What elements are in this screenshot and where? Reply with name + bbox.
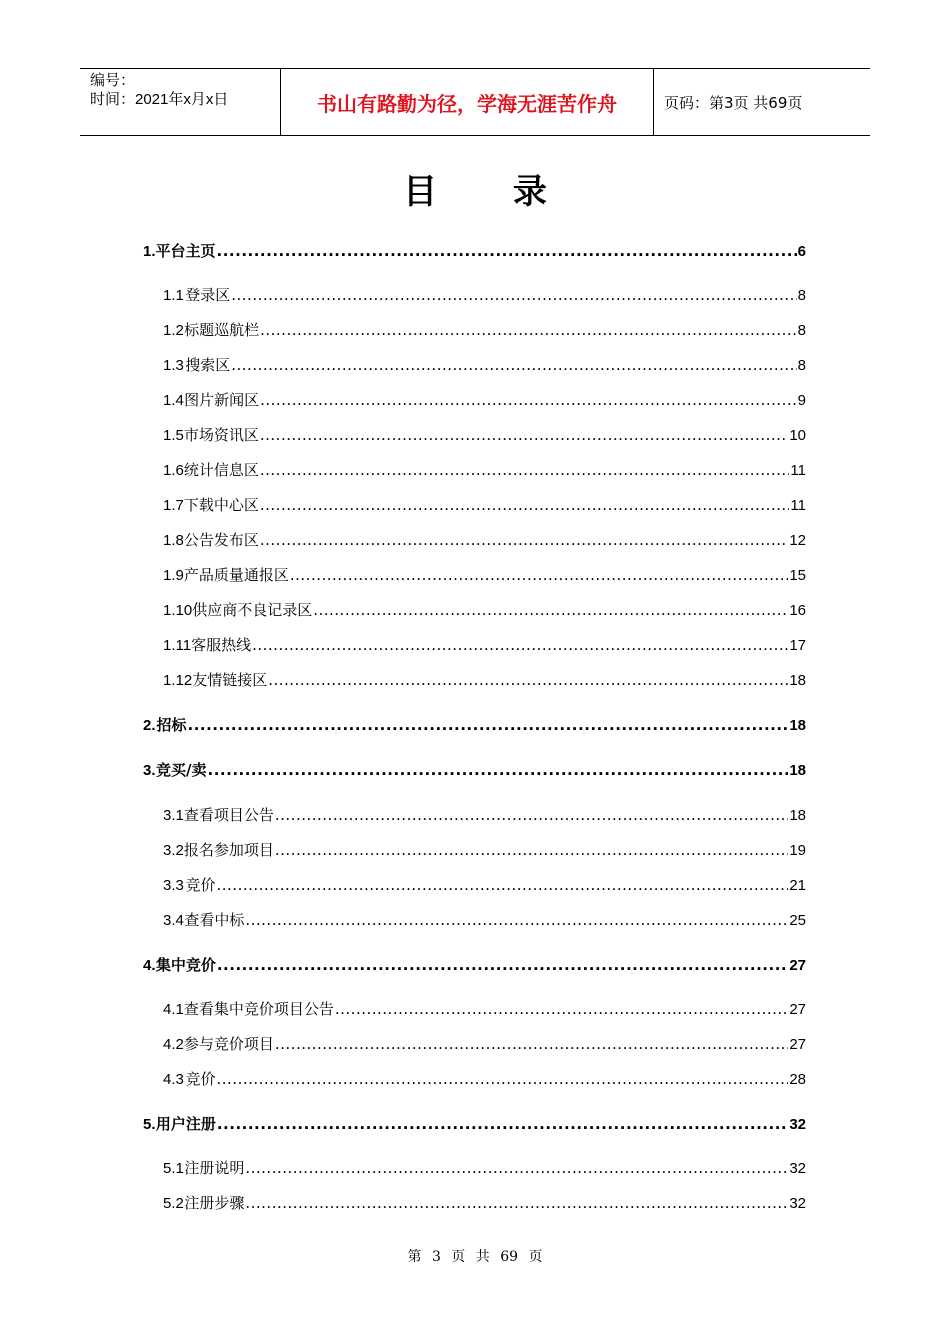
toc-entry-number: 1.4 [163, 392, 184, 409]
toc-entry-page: 6 [797, 243, 806, 260]
toc-entry-page: 11 [790, 497, 806, 514]
toc-dot-leader [260, 426, 788, 444]
toc-entry-page: 18 [789, 807, 806, 824]
toc-entry-label: 注册说明 [184, 1159, 245, 1177]
toc-dot-leader [275, 1035, 788, 1053]
toc-entry-label: 客服热线 [191, 636, 252, 654]
toc-entry-number: 4.2 [163, 1036, 184, 1053]
toc-entry-number: 1.10 [163, 602, 193, 619]
toc-dot-leader [260, 496, 790, 514]
toc-dot-leader [217, 1070, 789, 1088]
toc-entry[interactable] [163, 998, 806, 1020]
toc-entry-number: 4.3 [163, 1071, 184, 1088]
toc-entry[interactable] [143, 714, 806, 736]
toc-dot-leader [245, 1194, 788, 1212]
toc-dot-leader [275, 841, 788, 859]
toc-entry-label: 招标 [156, 716, 187, 734]
toc-entry-page: 10 [789, 427, 806, 444]
toc-entry-label: 搜索区 [185, 356, 231, 374]
toc-title: 目 录 [403, 172, 579, 212]
toc-entry[interactable] [163, 669, 806, 691]
toc-entry[interactable] [163, 1192, 806, 1214]
toc-dot-leader [290, 566, 788, 584]
toc-entry-page: 11 [790, 462, 806, 479]
toc-entry[interactable] [163, 284, 806, 306]
toc-entry-label: 图片新闻区 [184, 391, 260, 409]
toc-entry-page: 16 [789, 602, 806, 619]
toc-entry-page: 8 [797, 287, 806, 304]
toc-dot-leader [208, 761, 789, 779]
toc-entry-number: 3.4 [163, 912, 184, 929]
toc-entry-number: 1.11 [163, 637, 192, 654]
toc-entry-number: 3.1 [163, 807, 184, 824]
toc-entry-page: 28 [789, 1071, 806, 1088]
toc-dot-leader [268, 671, 788, 689]
page-header [80, 68, 870, 136]
toc-entry[interactable] [163, 389, 806, 411]
toc-entry-label: 查看项目公告 [183, 806, 274, 824]
toc-entry[interactable] [163, 874, 806, 896]
toc-entry-page: 9 [797, 392, 806, 409]
toc-entry-label: 标题巡航栏 [184, 321, 260, 339]
toc-entry[interactable] [163, 1157, 806, 1179]
toc-entry-label: 集中竞价 [155, 956, 216, 974]
toc-entry-number: 5. [143, 1116, 156, 1133]
toc-entry-label: 登录区 [185, 286, 231, 304]
toc-dot-leader [260, 321, 797, 339]
toc-entry-number: 1.6 [163, 462, 184, 479]
toc-entry[interactable] [163, 494, 806, 516]
toc-entry-page: 17 [789, 637, 806, 654]
toc-entry-number: 5.2 [163, 1195, 184, 1212]
toc-entry-number: 1. [143, 243, 156, 260]
toc-dot-leader [275, 806, 788, 824]
toc-entry[interactable] [163, 839, 806, 861]
toc-entry-label: 竞买/卖 [156, 761, 207, 779]
toc-entry-label: 公告发布区 [183, 531, 259, 549]
toc-dot-leader [245, 1159, 788, 1177]
toc-entry-page: 8 [797, 357, 806, 374]
toc-dot-leader [313, 601, 788, 619]
toc-entry-number: 1.1 [163, 287, 184, 304]
toc-entry-number: 3.2 [163, 842, 184, 859]
toc-entry-number: 1.7 [163, 497, 184, 514]
toc-dot-leader [217, 956, 788, 974]
toc-entry[interactable] [163, 634, 806, 656]
toc-entry[interactable] [163, 1033, 806, 1055]
header-page-info: 页码：第3页 共69页 [664, 93, 803, 112]
toc-entry-page: 32 [789, 1160, 806, 1177]
toc-entry-page: 18 [789, 762, 806, 779]
toc-entry-page: 8 [797, 322, 806, 339]
toc-dot-leader [188, 716, 789, 734]
toc-entry-label: 竞价 [185, 876, 216, 894]
toc-entry[interactable] [143, 954, 806, 976]
toc-entry-label: 友情链接区 [192, 671, 268, 689]
toc-entry-number: 2. [143, 717, 156, 734]
toc-entry[interactable] [163, 909, 806, 931]
toc-entry-number: 1.2 [163, 322, 184, 339]
toc-dot-leader [245, 911, 788, 929]
toc-entry-label: 查看中标 [184, 911, 245, 929]
toc-dot-leader [231, 356, 796, 374]
toc-entry-page: 12 [789, 532, 806, 549]
toc-entry-page: 19 [789, 842, 806, 859]
toc-entry-page: 27 [789, 957, 806, 974]
toc-entry-number: 5.1 [163, 1160, 184, 1177]
toc-entry-number: 1.8 [163, 532, 184, 549]
header-motto: 书山有路勤为径，学海无涯苦作舟 [281, 69, 654, 135]
toc-entry[interactable] [163, 424, 806, 446]
toc-entry[interactable] [163, 1068, 806, 1090]
toc-entry-page: 32 [789, 1195, 806, 1212]
toc-entry-label: 注册步骤 [184, 1194, 245, 1212]
document-number-label: 编号： [90, 72, 136, 89]
toc-entry-label: 供应商不良记录区 [192, 601, 313, 619]
toc-entry-label: 参与竞价项目 [183, 1035, 274, 1053]
toc-entry-page: 18 [789, 672, 806, 689]
toc-entry-page: 25 [789, 912, 806, 929]
toc-entry-label: 统计信息区 [183, 461, 259, 479]
toc-entry[interactable] [143, 240, 806, 262]
toc-entry[interactable] [143, 1113, 806, 1135]
toc-entry-label: 用户注册 [155, 1115, 216, 1133]
toc-dot-leader [260, 391, 797, 409]
header-meta [80, 69, 281, 135]
toc-entry-number: 3. [143, 762, 156, 779]
toc-entry-page: 21 [789, 877, 806, 894]
toc-entry-label: 平台主页 [155, 242, 216, 260]
toc-entry[interactable] [163, 459, 806, 481]
toc-entry-page: 15 [789, 567, 806, 584]
toc-entry[interactable] [163, 354, 806, 376]
toc-entry-label: 竞价 [185, 1070, 216, 1088]
toc-entry[interactable] [163, 319, 806, 341]
toc-dot-leader [252, 636, 788, 654]
toc-entry-label: 查看集中竞价项目公告 [183, 1000, 334, 1018]
toc-entry-number: 4. [143, 957, 156, 974]
toc-dot-leader [217, 1115, 788, 1133]
toc-entry-number: 4.1 [163, 1001, 184, 1018]
toc-entry-page: 27 [789, 1036, 806, 1053]
toc-entry-label: 下载中心区 [183, 496, 259, 514]
toc-entry-page: 32 [789, 1116, 806, 1133]
toc-entry-page: 18 [789, 717, 806, 734]
toc-entry-number: 1.9 [163, 567, 184, 584]
toc-entry-number: 1.5 [163, 427, 184, 444]
toc-entry-label: 市场资讯区 [183, 426, 259, 444]
toc-entry-label: 产品质量通报区 [183, 566, 289, 584]
toc-dot-leader [217, 242, 797, 260]
toc-entry[interactable] [163, 529, 806, 551]
toc-entry[interactable] [163, 599, 806, 621]
toc-dot-leader [260, 531, 788, 549]
toc-dot-leader [260, 461, 790, 479]
toc-entry[interactable] [163, 804, 806, 826]
toc-entry-number: 3.3 [163, 877, 184, 894]
toc-entry-label: 报名参加项目 [183, 841, 274, 859]
document-date: 时间：2021年x月x日 [90, 91, 229, 108]
toc-dot-leader [217, 876, 789, 894]
toc-entry-number: 1.12 [163, 672, 193, 689]
toc-dot-leader [231, 286, 796, 304]
toc-entry-number: 1.3 [163, 357, 184, 374]
toc-entry[interactable] [163, 564, 806, 586]
toc-entry-page: 27 [789, 1001, 806, 1018]
toc-entry[interactable] [143, 759, 806, 781]
toc-dot-leader [335, 1000, 788, 1018]
page-footer: 第 3 页 共 69 页 [407, 1249, 543, 1265]
